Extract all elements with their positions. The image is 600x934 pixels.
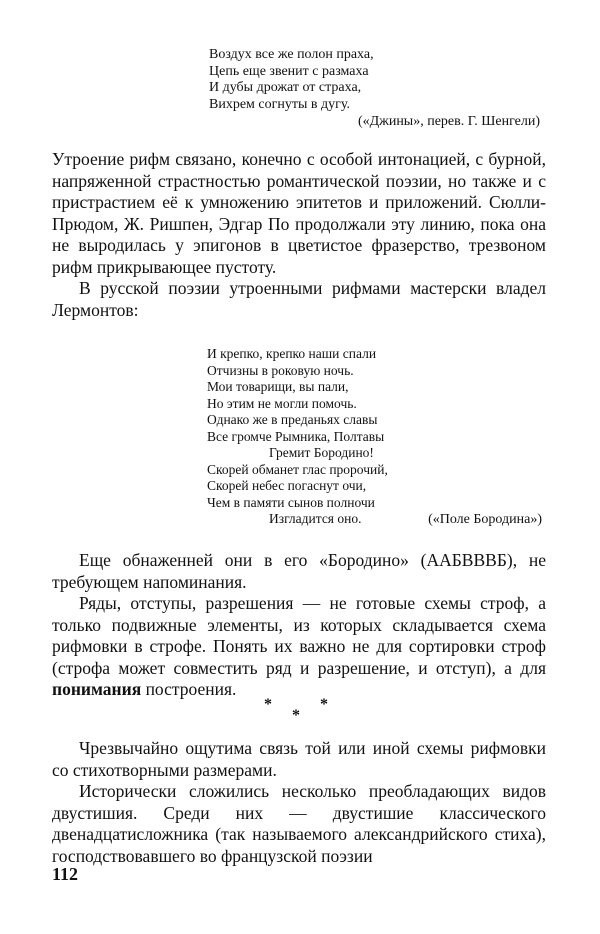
paragraph: Еще обнаженней они в его «Бородино» (ААБВВВБ), не требующем напоминания. [52, 550, 546, 592]
verse-line: И дубы дрожат от страха, [209, 80, 362, 95]
paragraph: Утроение рифм связано, конечно с особой интонацией, с бурной, напряженной страстностью романтической поэзии, но также и с пристрастием её к умножению эпитетов и приложений. Сюлли-Прюдом, Ж. Ришпен, Эдгар По продолжали эту линию, пока она не выродилась у эпигонов в цветистое фразерство, трезвоном рифм прикрывающее пустоту. [52, 149, 546, 277]
verse-line: Однако же в преданьях славы [207, 412, 378, 427]
verse-line: Все громче Рымника, Полтавы [207, 428, 385, 444]
body-section-a [52, 149, 546, 321]
body-section-c [52, 738, 546, 867]
verse-line: Изгладится оно. [269, 511, 362, 526]
paragraph: Исторически сложились несколько преобладающих видов двустишия. Среди них — двустишие классического двенадцатисложника (так называемого александрийского стиха), господствовавшего во французской поэзии [52, 781, 546, 866]
asterism-star: * [320, 696, 328, 713]
verse-attribution-djinns: («Джины», перев. Г. Шенгели) [357, 114, 540, 129]
verse-line: Гремит Бородино! [269, 445, 374, 460]
paragraph-text: Ряды, отступы, разрешения — не готовые схемы строф, а только подвижные элементы, из которых складывается схема рифмовки в строфе. Понять их важно не для сортировки строф (строфа может совместить ряд и разрешение, и отступ), а для [52, 593, 546, 678]
verse-line: И крепко, крепко наши спали [207, 346, 377, 361]
paragraph [52, 593, 546, 701]
verse-line: Цепь еще звенит с размаха [209, 63, 369, 79]
verse-line: Мои товарищи, вы пали, [207, 379, 349, 394]
paragraph: Чрезвычайно ощутима связь той или иной схемы рифмовки со стихотворными размерами. [52, 738, 546, 780]
verse-attribution-borodino-field: («Поле Бородина») [428, 512, 542, 527]
verse-line: Чем в памяти сынов полночи [207, 494, 375, 510]
asterism-star: * [292, 707, 300, 724]
verse-line: Но этим не могли помочь. [207, 395, 357, 411]
verse-quote-borodino-field [207, 346, 388, 528]
verse-line: Вихрем согнуты в дугу. [209, 96, 350, 112]
verse-line: Скорей обманет глас пророчий, [207, 461, 388, 477]
verse-line: Скорей небес погаснут очи, [207, 478, 367, 493]
body-section-b [52, 550, 546, 701]
asterism-star: * [264, 696, 272, 713]
paragraph-text: построения. [141, 679, 237, 699]
emphasis-word: понимания [52, 679, 142, 699]
verse-line: Отчизны в роковую ночь. [207, 362, 354, 378]
page-number: 112 [52, 864, 79, 884]
verse-quote-djinns [209, 47, 374, 113]
verse-line: Воздух все же полон праха, [209, 47, 374, 62]
paragraph: В русской поэзии утроенными рифмами мастерски владел Лермонтов: [52, 278, 546, 320]
